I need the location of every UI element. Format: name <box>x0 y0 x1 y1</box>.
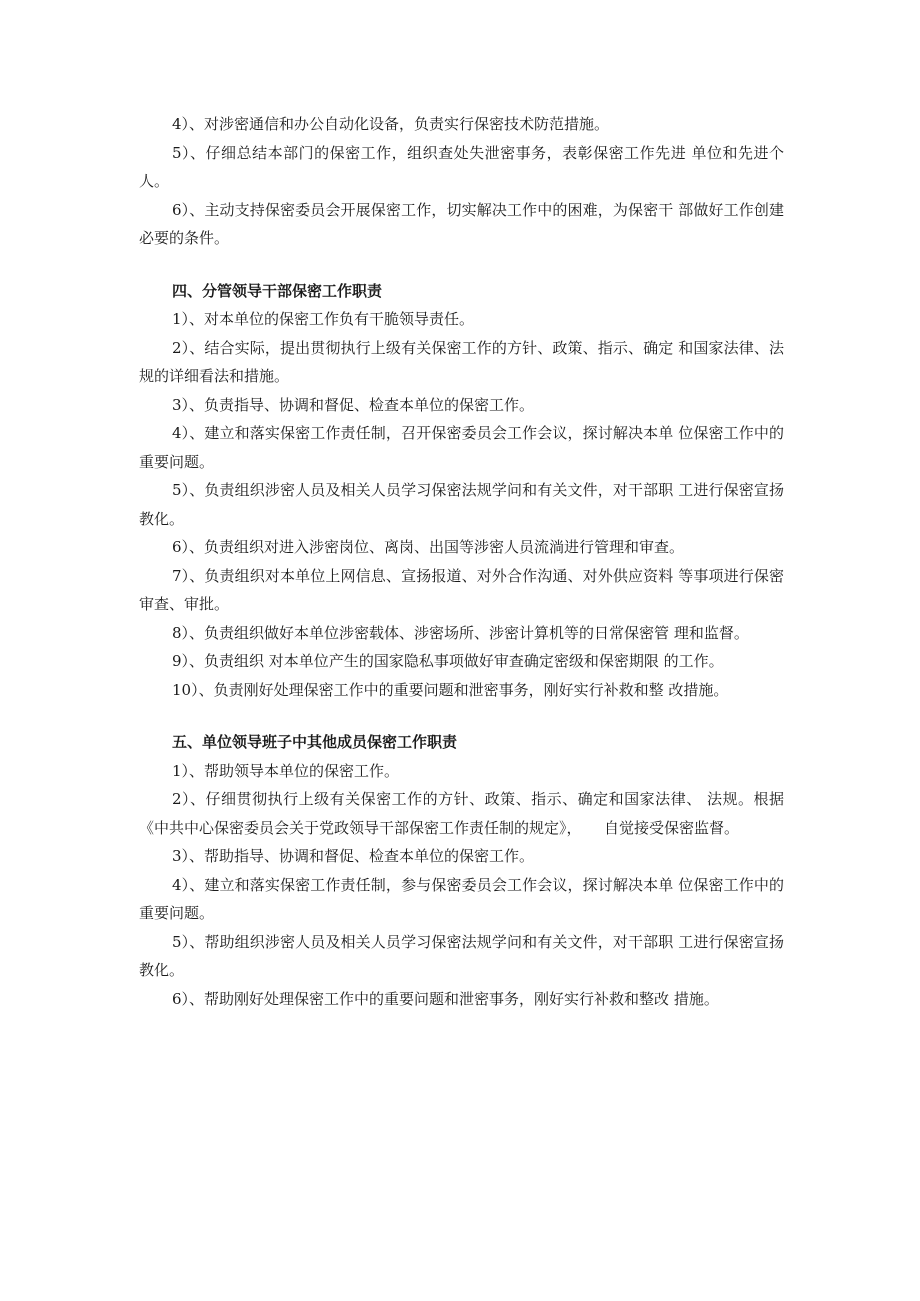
section-heading: 五、单位领导班子中其他成员保密工作职责 <box>172 733 458 751</box>
section-continuation <box>139 110 784 253</box>
paragraph: 2）、结合实际，提出贯彻执行上级有关保密工作的方针、政策、指示、确定 和国家法律、法规的详细看法和措施。 <box>139 338 784 385</box>
paragraph: 7）、负责组织对本单位上网信息、宣扬报道、对外合作沟通、对外供应资料 等事项进行保密审查、审批。 <box>139 566 784 613</box>
paragraph: 1）、对本单位的保密工作负有干脆领导责任。 <box>172 310 475 328</box>
paragraph: 8）、负责组织做好本单位涉密载体、涉密场所、涉密计算机等的日常保密管 理和监督。 <box>172 623 749 642</box>
paragraph: 4）、对涉密通信和办公自动化设备，负责实行保密技术防范措施。 <box>172 115 610 133</box>
paragraph: 9）、负责组织 对本单位产生的国家隐私事项做好审查确定密级和保密期限 的工作。 <box>172 652 724 670</box>
paragraph: 5）、仔细总结本部门的保密工作，组织查处失泄密事务，表彰保密工作先进 单位和先进个人。 <box>139 143 784 190</box>
paragraph: 5）、帮助组织涉密人员及相关人员学习保密法规学问和有关文件，对干部职 工进行保密宣扬教化。 <box>139 932 784 979</box>
paragraph: 5）、负责组织涉密人员及相关人员学习保密法规学问和有关文件，对干部职 工进行保密宣扬教化。 <box>139 481 784 528</box>
paragraph: 3）、帮助指导、协调和督促、检查本单位的保密工作。 <box>172 847 535 865</box>
paragraph: 6）、主动支持保密委员会开展保密工作，切实解决工作中的困难，为保密干 部做好工作创建必要的条件。 <box>139 200 784 247</box>
paragraph: 6）、帮助刚好处理保密工作中的重要问题和泄密事务，刚好实行补救和整改 措施。 <box>172 989 719 1008</box>
paragraph: 4）、建立和落实保密工作责任制，召开保密委员会工作会议，探讨解决本单 位保密工作中的重要问题。 <box>139 424 784 471</box>
section-five <box>139 728 784 1013</box>
paragraph: 10）、负责刚好处理保密工作中的重要问题和泄密事务，刚好实行补救和整 改措施。 <box>172 680 729 699</box>
paragraph: 4）、建立和落实保密工作责任制，参与保密委员会工作会议，探讨解决本单 位保密工作中的重要问题。 <box>139 875 784 922</box>
section-heading: 四、分管领导干部保密工作职责 <box>172 281 383 300</box>
paragraph: 2）、仔细贯彻执行上级有关保密工作的方针、政策、指示、确定和国家法律、 法规。根据《中共中心保密委员会关于党政领导干部保密工作责任制的规定》， 自觉接受保密监督。 <box>139 790 784 837</box>
paragraph: 3）、负责指导、协调和督促、检查本单位的保密工作。 <box>172 395 535 414</box>
paragraph: 1）、帮助领导本单位的保密工作。 <box>172 761 400 780</box>
paragraph: 6）、负责组织对进入涉密岗位、离岗、出国等涉密人员流淌进行管理和审查。 <box>172 538 685 556</box>
section-gap <box>139 704 784 728</box>
section-four <box>139 277 784 705</box>
document-body <box>139 110 784 1013</box>
section-gap <box>139 253 784 277</box>
